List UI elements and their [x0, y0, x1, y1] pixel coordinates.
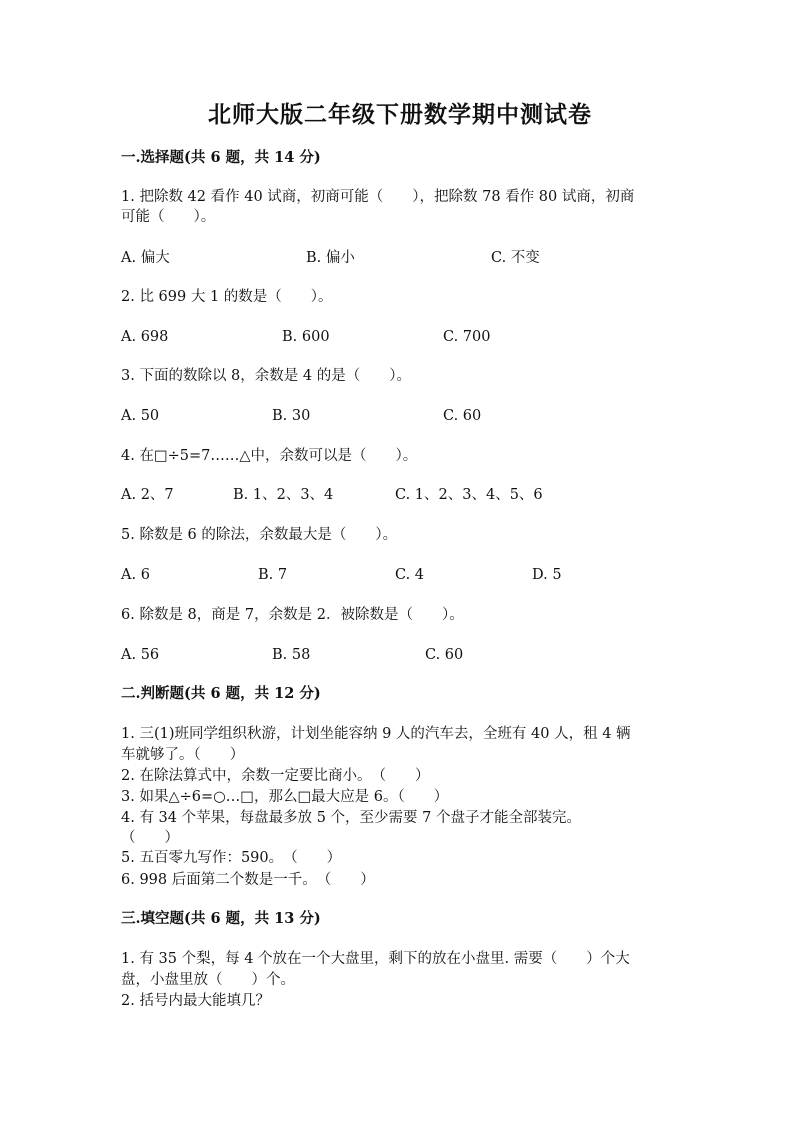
question-text: 2. 比 699 大 1 的数是（ ）。 — [121, 289, 333, 305]
option-a: A. 50 — [121, 408, 160, 424]
question-text: 4. 有 34 个苹果，每盘最多放 5 个，至少需要 7 个盘子才能全部装完。 — [121, 810, 581, 826]
page-title: 北师大版二年级下册数学期中测试卷 — [208, 101, 592, 128]
question-text: 1. 三(1)班同学组织秋游，计划坐能容纳 9 人的汽车去，全班有 40 人，租 4 辆 — [121, 726, 631, 742]
option-a: A. 6 — [121, 567, 150, 583]
option-a: A. 偏大 — [121, 250, 170, 266]
question-text: 2. 在除法算式中，余数一定要比商小。 （ ） — [121, 768, 430, 784]
question-text: （ ） — [121, 830, 179, 846]
option-c: C. 60 — [443, 408, 482, 424]
option-b: B. 偏小 — [306, 250, 355, 266]
option-a: A. 698 — [121, 329, 169, 345]
question-text: 可能（ ）。 — [121, 209, 216, 225]
question-text: 车就够了。（ ） — [121, 747, 245, 763]
option-b: B. 58 — [272, 647, 311, 663]
question-text: 6. 除数是 8，商是 7，余数是 2．被除数是（ ）。 — [121, 607, 464, 623]
section-heading-choice: 一.选择题(共 6 题，共 14 分) — [121, 149, 321, 166]
question-text: 盘，小盘里放（ ）个。 — [121, 972, 295, 988]
option-c: C. 不变 — [491, 250, 540, 266]
option-b: B. 30 — [272, 408, 311, 424]
question-text: 6. 998 后面第二个数是一千。 （ ） — [121, 872, 375, 888]
option-c: C. 4 — [395, 567, 425, 583]
section-heading-judgement: 二.判断题(共 6 题，共 12 分) — [121, 685, 321, 702]
option-d: D. 5 — [532, 567, 562, 583]
option-b: B. 7 — [258, 567, 288, 583]
option-a: A. 2、7 — [121, 487, 174, 503]
question-text: 5. 除数是 6 的除法，余数最大是（ ）。 — [121, 527, 398, 543]
question-text: 4. 在□÷5=7……△中，余数可以是（ ）。 — [121, 448, 418, 464]
option-c: C. 1、2、3、4、5、6 — [395, 487, 543, 503]
question-text: 1. 有 35 个梨，每 4 个放在一个大盘里，剩下的放在小盘里. 需要（ ）个大 — [121, 951, 630, 967]
option-c: C. 700 — [443, 329, 491, 345]
section-heading-fill-in: 三.填空题(共 6 题，共 13 分) — [121, 910, 321, 927]
option-b: B. 600 — [282, 329, 330, 345]
question-text: 5. 五百零九写作：590。 （ ） — [121, 850, 342, 866]
option-a: A. 56 — [121, 647, 160, 663]
question-text: 1. 把除数 42 看作 40 试商，初商可能（ ），把除数 78 看作 80 试商，初商 — [121, 189, 635, 205]
question-text: 3. 如果△÷6=○…□，那么□最大应是 6。（ ） — [121, 789, 449, 805]
question-text: 2. 括号内最大能填几？ — [121, 993, 270, 1009]
question-text: 3. 下面的数除以 8，余数是 4 的是（ ）。 — [121, 368, 411, 384]
option-c: C. 60 — [425, 647, 464, 663]
option-b: B. 1、2、3、4 — [233, 487, 334, 503]
